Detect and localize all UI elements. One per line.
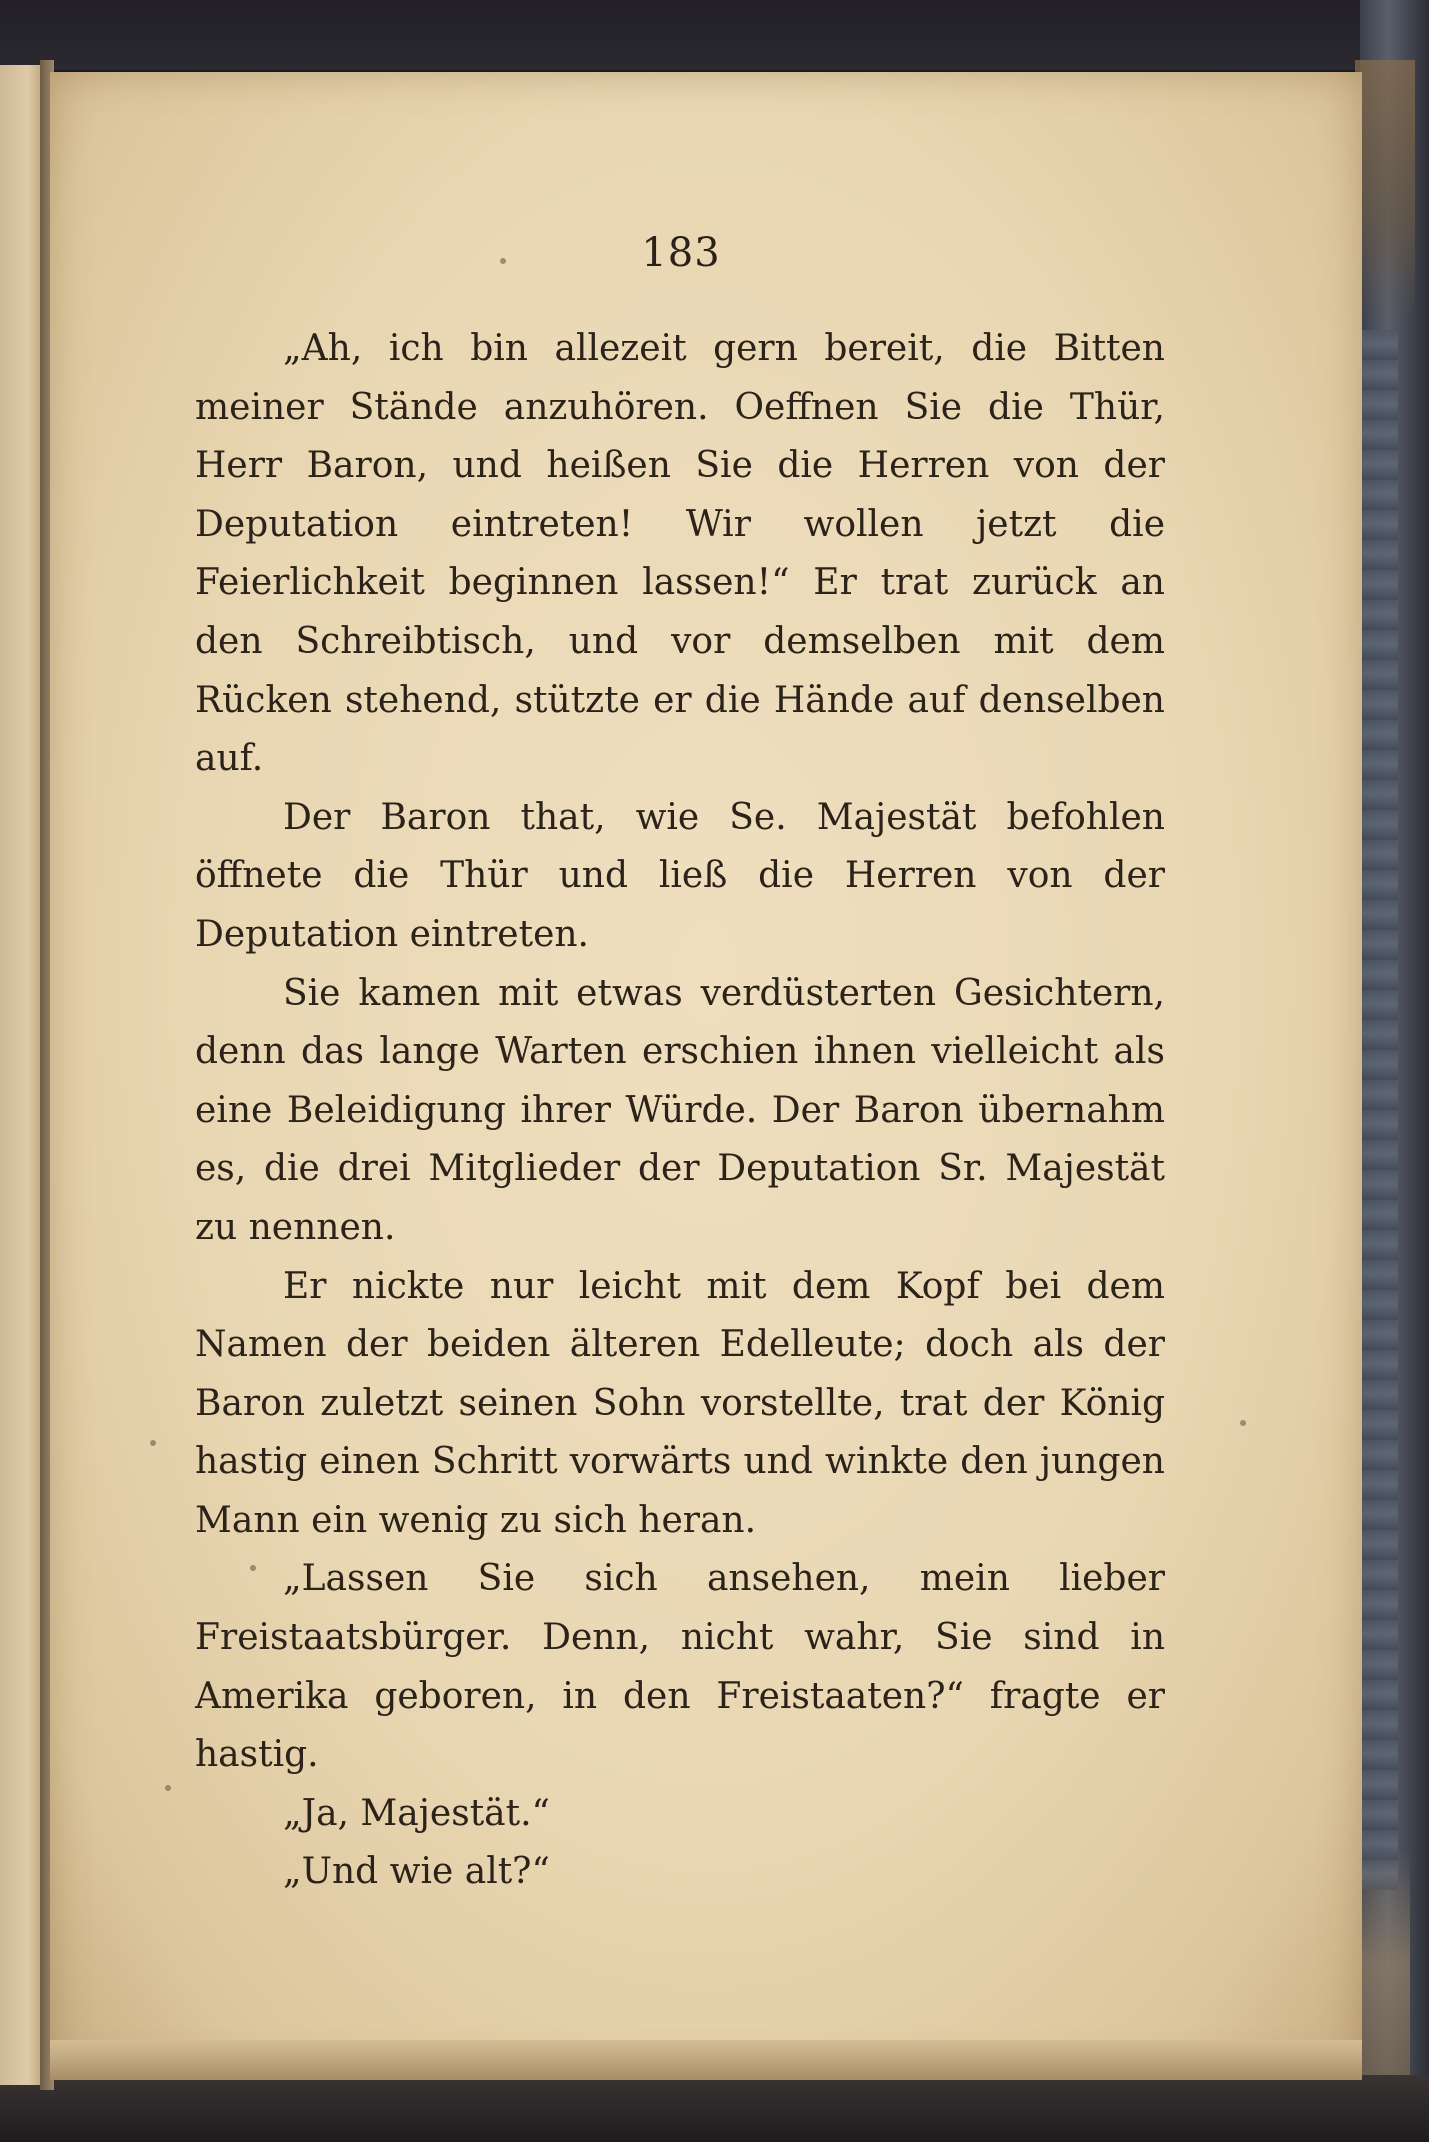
page-body [195, 320, 1165, 1902]
paper-speck [165, 1785, 171, 1791]
paragraph: Der Baron that, wie Se. Majestät befohlen öffnete die Thür und ließ die Herren von der Deputation eintreten. [195, 796, 1165, 955]
book-cover-bottom [0, 2075, 1429, 2142]
paper-speck [1240, 1420, 1246, 1426]
page-bottom-edge [50, 2040, 1362, 2080]
paper-speck [150, 1440, 156, 1446]
paragraph: „Ja, Majestät.“ [283, 1792, 550, 1834]
cover-wear-top [1355, 60, 1415, 320]
paragraph: „Ah, ich bin allezeit gern bereit, die Bitten meiner Stände anzuhören. Oeffnen Sie die Thür, Herr Baron, und heißen Sie die Herren von der Deputation eintreten! Wir wollen jetzt die Feierlichkeit beginnen lassen!“ Er trat zurück an den Schreibtisch, und vor demselben mit dem Rücken stehend, stützte er die Hände auf denselben auf. [195, 328, 1165, 780]
book-cover-top [0, 0, 1429, 70]
paragraph: Sie kamen mit etwas verdüsterten Gesichtern, denn das lange Warten erschien ihnen vielleicht als eine Beleidigung ihrer Würde. Der Baron übernahm es, die drei Mitglieder der Deputation Sr. Majestät zu nennen. [195, 972, 1165, 1248]
paragraph: Er nickte nur leicht mit dem Kopf bei dem Namen der beiden älteren Edelleute; doch als der Baron zuletzt seinen Sohn vorstellte, trat der König hastig einen Schritt vorwärts und winkte den jungen Mann ein wenig zu sich heran. [195, 1265, 1165, 1541]
paragraph: „Und wie alt?“ [283, 1851, 550, 1893]
page-number: 183 [641, 230, 721, 276]
paragraph: „Lassen Sie sich ansehen, mein lieber Freistaatsbürger. Denn, nicht wahr, Sie sind in Amerika geboren, in den Freistaaten?“ fragte er hastig. [195, 1558, 1165, 1776]
